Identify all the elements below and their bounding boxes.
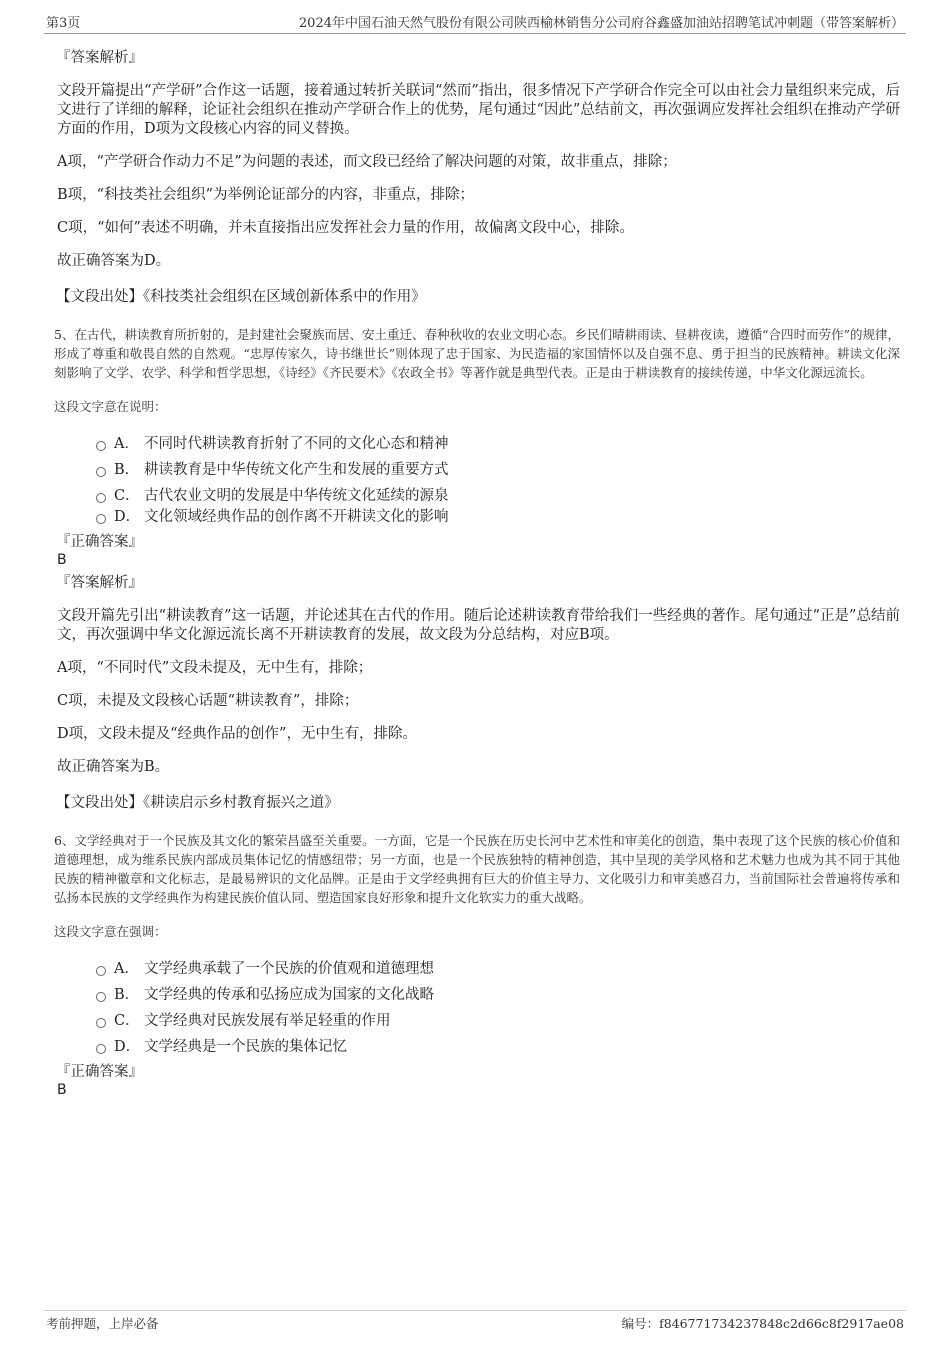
q5-analysis-option-d: D项，文段未提及“经典作品的创作”，无中生有，排除。 — [57, 726, 417, 742]
q4-source: 【文段出处】《科技类社会组织在区域创新体系中的作用》 — [56, 289, 426, 305]
q6-options — [96, 959, 900, 1057]
option-letter: A． — [114, 961, 139, 977]
q4-analysis-text: 文段开篇提出“产学研”合作这一话题，接着通过转折关联词“然而”指出，很多情况下产学研合作完全可以由社会力量组织来完成，后文进行了详细的解释，论证社会组织在推动产学研合作上的优势，尾句通过“因此”总结前文，再次强调应发挥社会组织在推动产学研方面的作用，D项为文段核心内容的同义替换。 — [57, 83, 900, 137]
option-letter: A． — [114, 436, 139, 452]
q5-conclusion: 故正确答案为B。 — [57, 759, 170, 775]
radio-icon[interactable] — [96, 467, 106, 477]
page-number: 第3页 — [46, 16, 81, 31]
q4-analysis-label: 『答案解析』 — [56, 50, 143, 66]
document-id: 编号：f846771734237848c2d66c8f2917ae08 — [621, 1316, 904, 1331]
q5-option-a[interactable] — [96, 434, 900, 454]
q5-answer: B — [57, 552, 67, 568]
q5-option-c[interactable] — [96, 486, 900, 506]
q6-prompt: 这段文字意在强调： — [54, 924, 167, 939]
page-header — [44, 13, 906, 34]
q4-conclusion: 故正确答案为D。 — [57, 253, 171, 269]
option-text: 文学经典是一个民族的集体记忆 — [144, 1039, 347, 1055]
option-letter: B． — [114, 987, 140, 1003]
q5-options — [96, 434, 900, 527]
option-text: 耕读教育是中华传统文化产生和发展的重要方式 — [144, 462, 449, 478]
q6-answer: B — [57, 1082, 67, 1098]
option-text: 古代农业文明的发展是中华传统文化延续的源泉 — [144, 488, 449, 504]
option-text: 文化领域经典作品的创作离不开耕读文化的影响 — [144, 509, 449, 525]
radio-icon[interactable] — [96, 966, 106, 976]
q6-question-text: 6、文学经典对于一个民族及其文化的繁荣昌盛至关重要。一方面，它是一个民族在历史长河中艺术性和审美化的创造，集中表现了这个民族的核心价值和道德理想，成为维系民族内部成员集体记忆的情感纽带；另一方面，也是一个民族独特的精神创造，其中呈现的美学风格和艺术魅力也成为其不同于其他民族的精神徽章和文化标志，是最易辨识的文化品牌。正是由于文学经典拥有巨大的价值主导力、文化吸引力和审美感召力，当前国际社会普遍将传承和弘扬本民族的文学经典作为构建民族价值认同、塑造国家良好形象和提升文化软实力的重大战略。 — [54, 833, 900, 905]
q5-answer-label: 『正确答案』 — [56, 534, 143, 550]
option-text: 文学经典承载了一个民族的价值观和道德理想 — [144, 961, 434, 977]
q6-option-a[interactable] — [96, 959, 900, 979]
radio-icon[interactable] — [96, 992, 106, 1002]
q5-prompt: 这段文字意在说明： — [54, 399, 167, 414]
option-letter: C． — [114, 488, 140, 504]
q4-analysis-option-c: C项，“如何”表述不明确，并未直接指出应发挥社会力量的作用，故偏离文段中心，排除。 — [57, 220, 634, 236]
page-content — [54, 44, 900, 1099]
option-letter: D． — [114, 1039, 141, 1055]
radio-icon[interactable] — [96, 1018, 106, 1028]
q5-source: 【文段出处】《耕读启示乡村教育振兴之道》 — [56, 795, 339, 811]
q5-analysis-text: 文段开篇先引出“耕读教育”这一话题，并论述其在古代的作用。随后论述耕读教育带给我们一些经典的著作。尾句通过“正是”总结前文，再次强调中华文化源远流长离不开耕读教育的发展，故文段为分总结构，对应B项。 — [57, 608, 900, 643]
radio-icon[interactable] — [96, 514, 106, 524]
radio-icon[interactable] — [96, 1044, 106, 1054]
q4-analysis-option-a: A项，“产学研合作动力不足”为问题的表述，而文段已经给了解决问题的对策，故非重点，排除； — [57, 154, 677, 170]
q6-option-b[interactable] — [96, 985, 900, 1005]
document-title: 2024年中国石油天然气股份有限公司陕西榆林销售分公司府谷鑫盛加油站招聘笔试冲刺题（带答案解析） — [298, 16, 904, 31]
option-text: 文学经典的传承和弘扬应成为国家的文化战略 — [144, 987, 434, 1003]
radio-icon[interactable] — [96, 493, 106, 503]
q5-question-text: 5、在古代，耕读教育所折射的，是封建社会聚族而居、安土重迁、春种秋收的农业文明心态。乡民们晴耕雨读、昼耕夜读，遵循“合四时而劳作”的规律，形成了尊重和敬畏自然的自然观。“忠厚传家久，诗书继世长”则体现了忠于国家、为民造福的家国情怀以及自强不息、勇于担当的民族精神。耕读文化深刻影响了文学、农学、科学和哲学思想，《诗经》《齐民要术》《农政全书》等著作就是典型代表。正是由于耕读教育的接续传递，中华文化源远流长。 — [54, 327, 900, 380]
page-footer — [44, 1310, 906, 1333]
q5-analysis-option-c: C项，未提及文段核心话题“耕读教育”，排除； — [57, 693, 359, 709]
q6-answer-label: 『正确答案』 — [56, 1064, 143, 1080]
q5-option-b[interactable] — [96, 460, 900, 480]
q6-option-d[interactable] — [96, 1037, 900, 1057]
q5-option-d[interactable] — [96, 507, 900, 527]
q6-option-c[interactable] — [96, 1011, 900, 1031]
option-letter: D． — [114, 509, 141, 525]
footer-slogan: 考前押题，上岸必备 — [46, 1316, 159, 1331]
option-text: 不同时代耕读教育折射了不同的文化心态和精神 — [144, 436, 449, 452]
q5-analysis-option-a: A项，“不同时代”文段未提及，无中生有，排除； — [57, 660, 373, 676]
q4-analysis-option-b: B项，“科技类社会组织”为举例论证部分的内容，非重点，排除； — [57, 187, 474, 203]
option-letter: B． — [114, 462, 140, 478]
q5-analysis-label: 『答案解析』 — [56, 575, 143, 591]
option-letter: C． — [114, 1013, 140, 1029]
radio-icon[interactable] — [96, 441, 106, 451]
option-text: 文学经典对民族发展有举足轻重的作用 — [144, 1013, 391, 1029]
